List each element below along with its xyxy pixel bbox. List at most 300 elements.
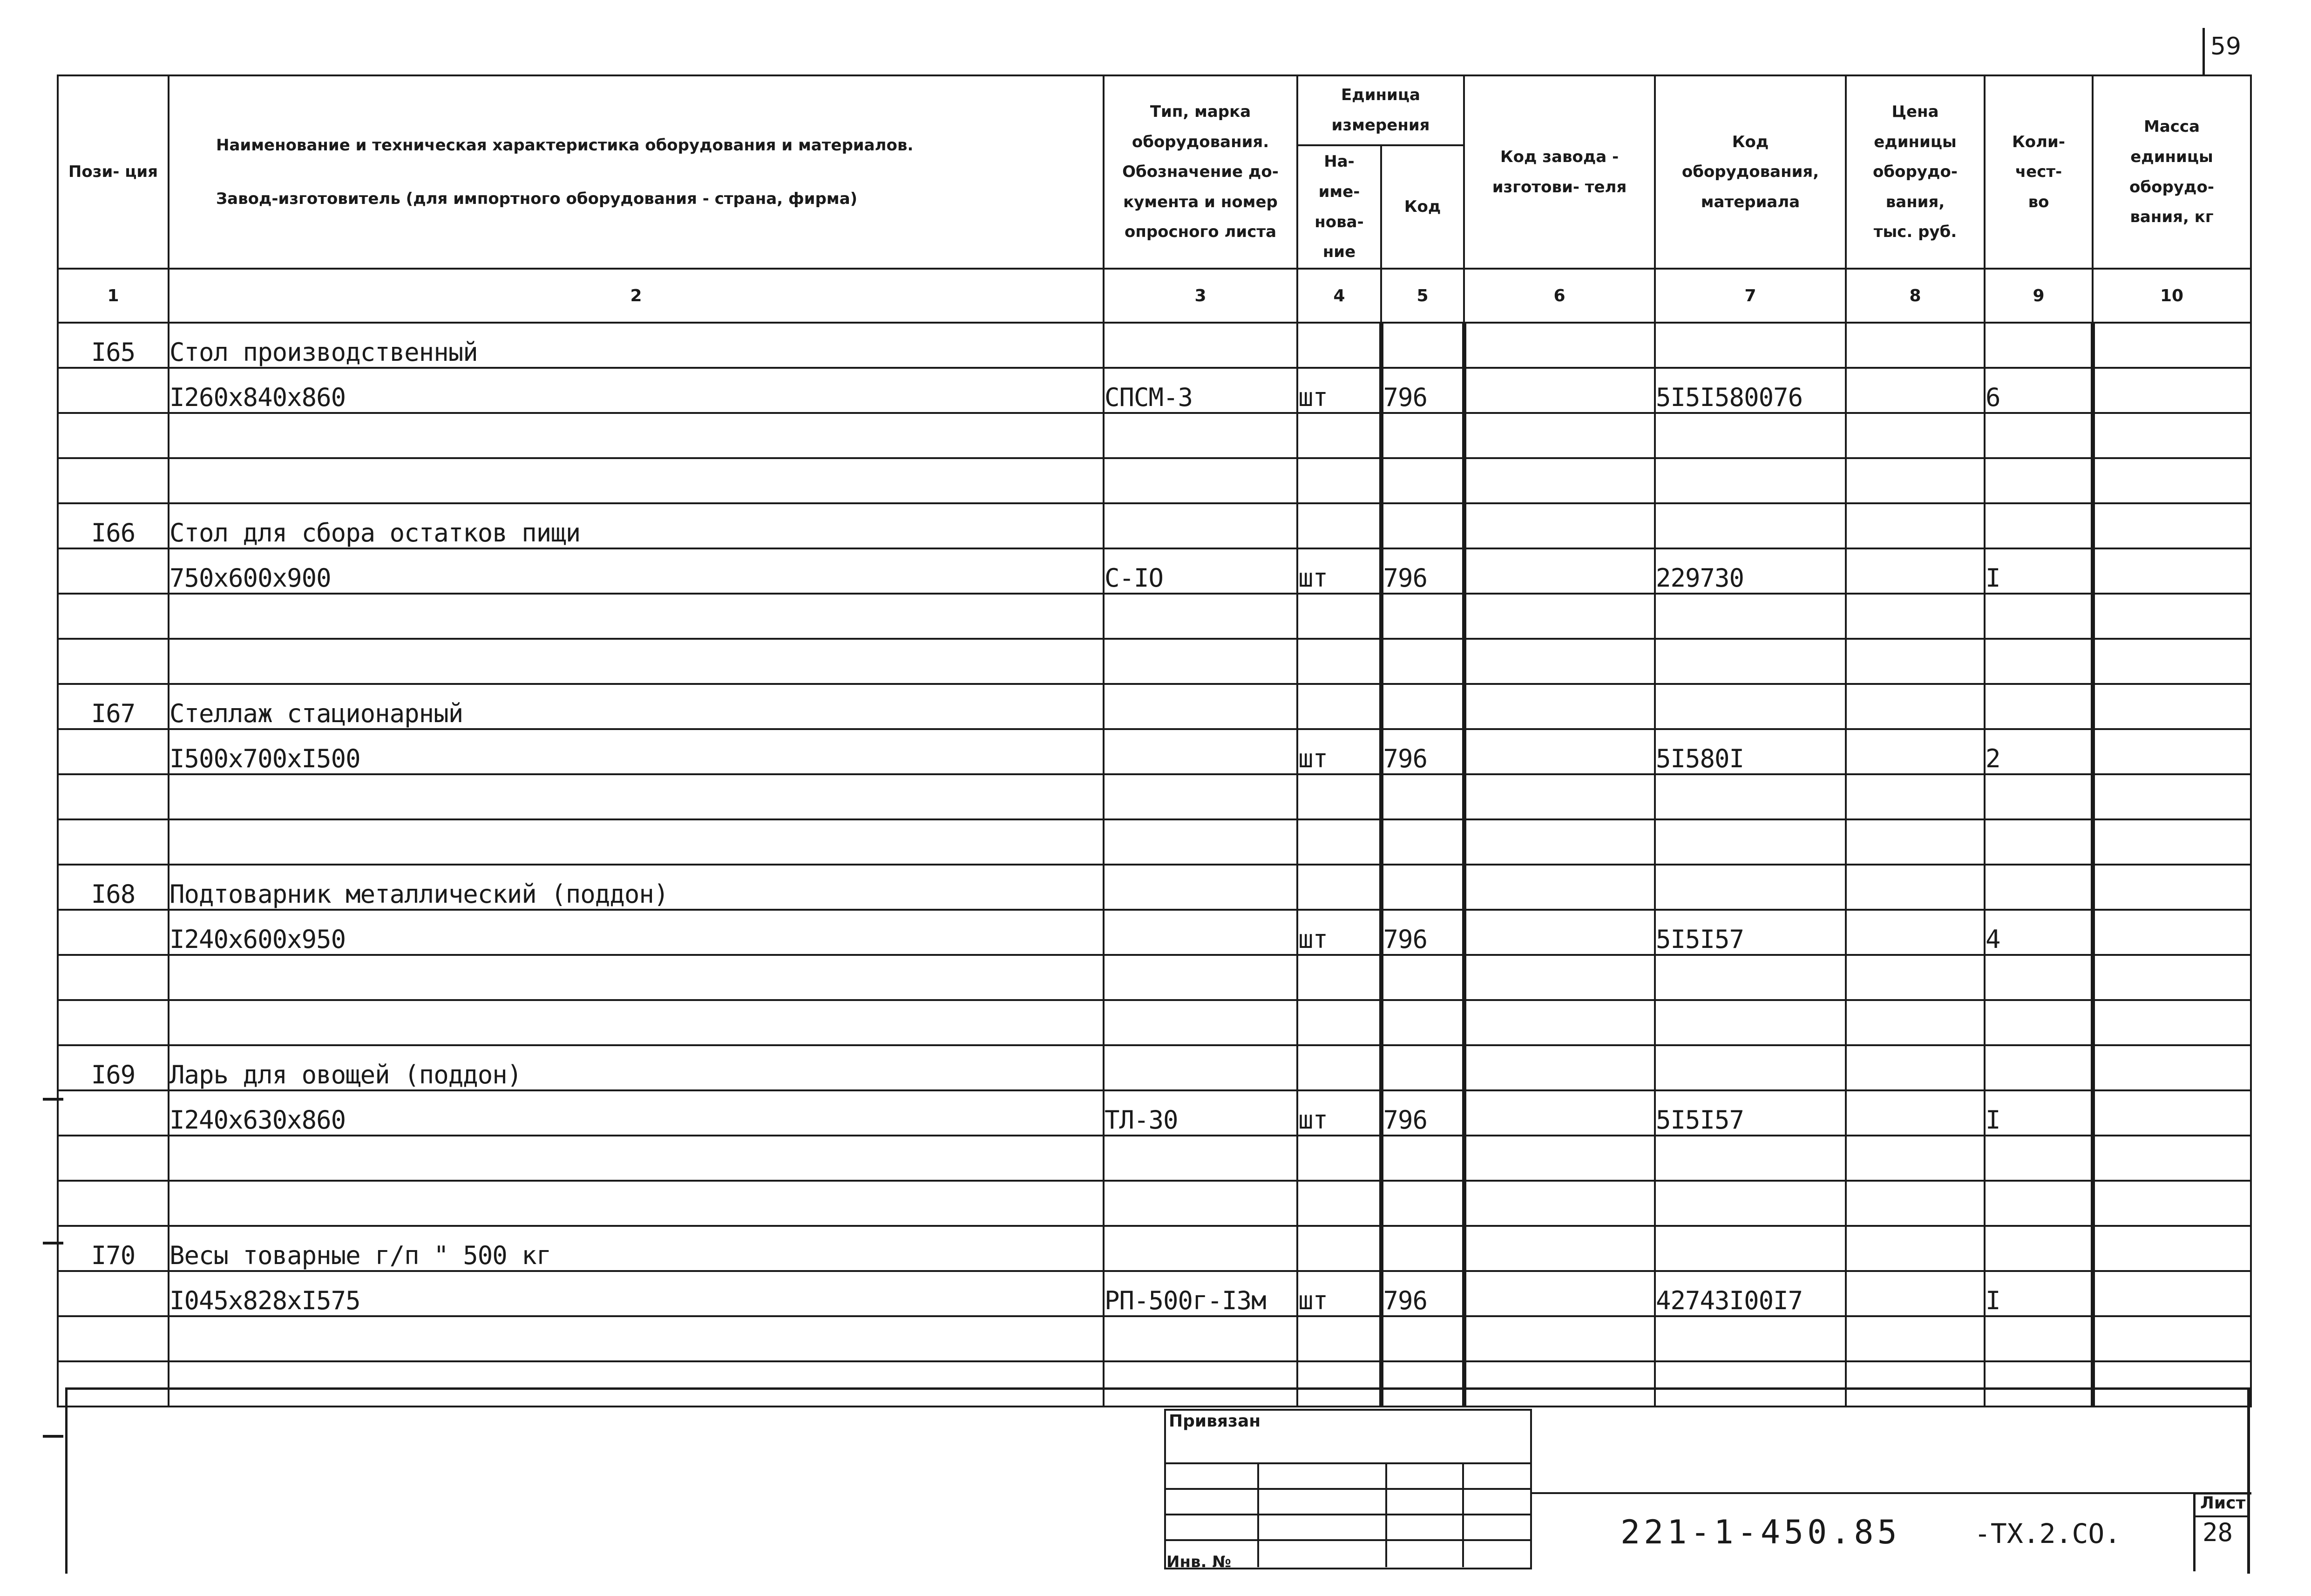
plant-code-cell (1464, 458, 1655, 503)
position-cell (58, 1090, 169, 1136)
unit-name-cell (1297, 774, 1381, 819)
table-row (58, 1136, 2251, 1181)
table-row (58, 955, 2251, 1000)
column-numbers-row (58, 269, 2251, 323)
unit-name-cell: шт (1297, 1090, 1381, 1136)
document-suffix: -ТХ.2.СО. (1974, 1518, 2121, 1549)
unit-name-cell (1297, 1136, 1381, 1181)
quantity-cell (1985, 774, 2093, 819)
name-cell: Весы товарные г/п " 500 кг (169, 1226, 1104, 1271)
plant-code-cell (1464, 1090, 1655, 1136)
unit-name-cell (1297, 1045, 1381, 1090)
type-cell (1104, 819, 1297, 865)
table-row (58, 1316, 2251, 1361)
quantity-cell (1985, 1226, 2093, 1271)
unit-code-cell: 796 (1381, 1271, 1464, 1316)
unit-name-cell: шт (1297, 729, 1381, 774)
quantity-cell (1985, 639, 2093, 684)
plant-code-cell (1464, 639, 1655, 684)
price-cell (1846, 594, 1985, 639)
name-cell (169, 458, 1104, 503)
unit-code-cell (1381, 865, 1464, 910)
price-cell (1846, 1045, 1985, 1090)
plant-code-cell (1464, 1226, 1655, 1271)
unit-name-cell (1297, 458, 1381, 503)
page-number: 59 (2203, 28, 2247, 74)
position-cell: I69 (58, 1045, 169, 1090)
plant-code-cell (1464, 684, 1655, 729)
unit-name-cell: шт (1297, 1271, 1381, 1316)
quantity-cell (1985, 1136, 2093, 1181)
plant-code-cell (1464, 548, 1655, 594)
price-cell (1846, 684, 1985, 729)
plant-code-cell (1464, 1000, 1655, 1045)
unit-name-cell: шт (1297, 368, 1381, 413)
plant-code-cell (1464, 368, 1655, 413)
table-body (58, 323, 2251, 1407)
price-cell (1846, 548, 1985, 594)
plant-code-cell (1464, 910, 1655, 955)
position-cell (58, 1316, 169, 1361)
plant-code-cell (1464, 1045, 1655, 1090)
equipment-code-cell: 5I5I580076 (1655, 368, 1846, 413)
name-cell (169, 1000, 1104, 1045)
sheet-number: 28 (2203, 1518, 2233, 1547)
type-cell (1104, 1000, 1297, 1045)
plant-code-cell (1464, 1271, 1655, 1316)
unit-code-cell (1381, 1045, 1464, 1090)
equipment-code-cell (1655, 413, 1846, 458)
price-cell (1846, 819, 1985, 865)
type-cell (1104, 865, 1297, 910)
position-cell (58, 955, 169, 1000)
table-row (58, 819, 2251, 865)
table-row (58, 684, 2251, 729)
position-cell: I67 (58, 684, 169, 729)
unit-name-cell: шт (1297, 910, 1381, 955)
mass-cell (2093, 639, 2251, 684)
name-cell: Стол для сбора остатков пищи (169, 503, 1104, 548)
table-row (58, 639, 2251, 684)
column-number: 2 (169, 269, 1104, 323)
equipment-code-cell (1655, 1136, 1846, 1181)
mass-cell (2093, 1226, 2251, 1271)
unit-name-cell (1297, 1181, 1381, 1226)
bottom-frame-left (65, 1390, 68, 1574)
position-cell (58, 1000, 169, 1045)
mass-cell (2093, 594, 2251, 639)
mass-cell (2093, 1181, 2251, 1226)
equipment-code-cell (1655, 955, 1846, 1000)
unit-code-cell: 796 (1381, 910, 1464, 955)
quantity-cell: I (1985, 1090, 2093, 1136)
equipment-code-cell (1655, 774, 1846, 819)
type-cell (1104, 684, 1297, 729)
name-cell (169, 639, 1104, 684)
mass-cell (2093, 1136, 2251, 1181)
attachment-stamp (1164, 1409, 1532, 1569)
name-cell: Ларь для овощей (поддон) (169, 1045, 1104, 1090)
name-cell: Подтоварник металлический (поддон) (169, 865, 1104, 910)
table-row (58, 1045, 2251, 1090)
unit-name-cell (1297, 1226, 1381, 1271)
price-cell (1846, 458, 1985, 503)
unit-code-cell: 796 (1381, 368, 1464, 413)
mass-cell (2093, 729, 2251, 774)
unit-name-cell (1297, 819, 1381, 865)
mass-cell (2093, 1045, 2251, 1090)
column-number: 5 (1381, 269, 1464, 323)
price-cell (1846, 1181, 1985, 1226)
header-quantity: Коли- чест- во (1985, 75, 2093, 269)
position-cell (58, 594, 169, 639)
header-plant-code: Код завода - изготови- теля (1464, 75, 1655, 269)
table-row (58, 729, 2251, 774)
header-unit-name: На- име- нова- ние (1297, 145, 1381, 269)
plant-code-cell (1464, 1136, 1655, 1181)
header-price: Цена единицы оборудо- вания, тыс. руб. (1846, 75, 1985, 269)
header-type: Тип, марка оборудования. Обозначение до- кумента и номер опросного листа (1104, 75, 1297, 269)
mass-cell (2093, 1271, 2251, 1316)
type-cell (1104, 955, 1297, 1000)
quantity-cell (1985, 323, 2093, 368)
name-cell (169, 594, 1104, 639)
unit-name-cell (1297, 684, 1381, 729)
bottom-frame-line (65, 1387, 2252, 1390)
plant-code-cell (1464, 1316, 1655, 1361)
price-cell (1846, 368, 1985, 413)
header-unit-code: Код (1381, 145, 1464, 269)
type-cell (1104, 1316, 1297, 1361)
quantity-cell (1985, 503, 2093, 548)
column-number: 4 (1297, 269, 1381, 323)
name-cell: I500x700xI500 (169, 729, 1104, 774)
quantity-cell: 6 (1985, 368, 2093, 413)
name-cell (169, 413, 1104, 458)
quantity-cell (1985, 955, 2093, 1000)
position-cell (58, 1271, 169, 1316)
type-cell (1104, 774, 1297, 819)
price-cell (1846, 774, 1985, 819)
quantity-cell (1985, 819, 2093, 865)
name-cell (169, 1316, 1104, 1361)
plant-code-cell (1464, 1181, 1655, 1226)
name-cell: I260x840x860 (169, 368, 1104, 413)
name-cell: 750x600x900 (169, 548, 1104, 594)
position-cell (58, 1361, 169, 1407)
unit-name-cell: шт (1297, 548, 1381, 594)
position-cell (58, 1136, 169, 1181)
unit-code-cell (1381, 458, 1464, 503)
table-row (58, 323, 2251, 368)
unit-code-cell (1381, 594, 1464, 639)
table-row (58, 910, 2251, 955)
type-cell (1104, 1361, 1297, 1407)
equipment-code-cell (1655, 639, 1846, 684)
position-cell (58, 639, 169, 684)
header-name-line2: Завод-изготовитель (для импортного оборудования - страна, фирма) (216, 189, 858, 208)
position-cell (58, 1181, 169, 1226)
table-row (58, 1271, 2251, 1316)
equipment-code-cell (1655, 1361, 1846, 1407)
type-cell (1104, 910, 1297, 955)
unit-code-cell (1381, 1361, 1464, 1407)
quantity-cell (1985, 1181, 2093, 1226)
unit-code-cell (1381, 323, 1464, 368)
equipment-code-cell (1655, 1181, 1846, 1226)
position-cell (58, 458, 169, 503)
type-cell: ТЛ-30 (1104, 1090, 1297, 1136)
price-cell (1846, 323, 1985, 368)
unit-code-cell: 796 (1381, 729, 1464, 774)
name-cell (169, 819, 1104, 865)
position-cell (58, 819, 169, 865)
position-cell: I68 (58, 865, 169, 910)
plant-code-cell (1464, 819, 1655, 865)
position-cell (58, 548, 169, 594)
stamp-label: Привязан (1169, 1412, 1261, 1431)
quantity-cell (1985, 684, 2093, 729)
unit-name-cell (1297, 639, 1381, 684)
equipment-code-cell: 5I580I (1655, 729, 1846, 774)
header-position: Пози- ция (58, 75, 169, 269)
mass-cell (2093, 910, 2251, 955)
plant-code-cell (1464, 865, 1655, 910)
mass-cell (2093, 774, 2251, 819)
equipment-code-cell (1655, 684, 1846, 729)
name-cell: I045x828xI575 (169, 1271, 1104, 1316)
inventory-label: Инв. № (1166, 1553, 1232, 1571)
price-cell (1846, 1000, 1985, 1045)
quantity-cell (1985, 594, 2093, 639)
mass-cell (2093, 1000, 2251, 1045)
table-header (58, 75, 2251, 269)
name-cell (169, 1136, 1104, 1181)
header-name-line1: Наименование и техническая характеристика оборудования и материалов. (216, 135, 914, 155)
price-cell (1846, 865, 1985, 910)
quantity-cell: 2 (1985, 729, 2093, 774)
type-cell: РП-500г-I3м (1104, 1271, 1297, 1316)
mass-cell (2093, 323, 2251, 368)
position-cell (58, 910, 169, 955)
price-cell (1846, 413, 1985, 458)
header-mass: Масса единицы оборудо- вания, кг (2093, 75, 2251, 269)
quantity-cell (1985, 1316, 2093, 1361)
price-cell (1846, 503, 1985, 548)
column-number: 3 (1104, 269, 1297, 323)
type-cell (1104, 1045, 1297, 1090)
mass-cell (2093, 1361, 2251, 1407)
price-cell (1846, 1090, 1985, 1136)
equipment-code-cell (1655, 1226, 1846, 1271)
unit-code-cell (1381, 503, 1464, 548)
equipment-code-cell: 229730 (1655, 548, 1846, 594)
name-cell: Стол производственный (169, 323, 1104, 368)
plant-code-cell (1464, 955, 1655, 1000)
name-cell (169, 955, 1104, 1000)
table-row (58, 368, 2251, 413)
unit-code-cell (1381, 1226, 1464, 1271)
type-cell (1104, 594, 1297, 639)
position-cell: I65 (58, 323, 169, 368)
unit-name-cell (1297, 1361, 1381, 1407)
column-number: 8 (1846, 269, 1985, 323)
mass-cell (2093, 368, 2251, 413)
table-row (58, 1090, 2251, 1136)
table-row (58, 594, 2251, 639)
table-row (58, 1000, 2251, 1045)
unit-code-cell: 796 (1381, 1090, 1464, 1136)
equipment-specification-table (57, 74, 2252, 1407)
equipment-code-cell: 5I5I57 (1655, 910, 1846, 955)
equipment-code-cell (1655, 503, 1846, 548)
name-cell (169, 1181, 1104, 1226)
price-cell (1846, 639, 1985, 684)
price-cell (1846, 1271, 1985, 1316)
quantity-cell: I (1985, 1271, 2093, 1316)
table-row (58, 413, 2251, 458)
position-cell (58, 774, 169, 819)
position-cell (58, 368, 169, 413)
type-cell (1104, 729, 1297, 774)
plant-code-cell (1464, 1361, 1655, 1407)
type-cell (1104, 323, 1297, 368)
plant-code-cell (1464, 503, 1655, 548)
name-cell (169, 1361, 1104, 1407)
equipment-code-cell (1655, 458, 1846, 503)
quantity-cell (1985, 1000, 2093, 1045)
equipment-code-cell (1655, 1316, 1846, 1361)
position-cell: I66 (58, 503, 169, 548)
unit-code-cell (1381, 413, 1464, 458)
price-cell (1846, 1361, 1985, 1407)
sheet-label: Лист (2200, 1494, 2246, 1513)
type-cell: СПСМ-3 (1104, 368, 1297, 413)
mass-cell (2093, 865, 2251, 910)
unit-code-cell (1381, 1316, 1464, 1361)
mass-cell (2093, 413, 2251, 458)
unit-name-cell (1297, 955, 1381, 1000)
quantity-cell: 4 (1985, 910, 2093, 955)
unit-code-cell (1381, 819, 1464, 865)
margin-tick (43, 1435, 63, 1438)
table-row (58, 503, 2251, 548)
unit-code-cell (1381, 774, 1464, 819)
unit-name-cell (1297, 594, 1381, 639)
unit-code-cell (1381, 1181, 1464, 1226)
column-number: 6 (1464, 269, 1655, 323)
table-row (58, 548, 2251, 594)
mass-cell (2093, 684, 2251, 729)
price-cell (1846, 1226, 1985, 1271)
equipment-code-cell: 5I5I57 (1655, 1090, 1846, 1136)
price-cell (1846, 729, 1985, 774)
table-row (58, 458, 2251, 503)
header-unit-group: Единица измерения (1297, 75, 1464, 145)
unit-name-cell (1297, 323, 1381, 368)
price-cell (1846, 1136, 1985, 1181)
unit-name-cell (1297, 865, 1381, 910)
unit-name-cell (1297, 1000, 1381, 1045)
equipment-code-cell: 42743I00I7 (1655, 1271, 1846, 1316)
equipment-code-cell (1655, 323, 1846, 368)
quantity-cell: I (1985, 548, 2093, 594)
type-cell (1104, 458, 1297, 503)
equipment-code-cell (1655, 865, 1846, 910)
type-cell: С-IO (1104, 548, 1297, 594)
unit-name-cell (1297, 1316, 1381, 1361)
quantity-cell (1985, 1045, 2093, 1090)
plant-code-cell (1464, 413, 1655, 458)
title-block-line (1532, 1492, 2193, 1494)
unit-code-cell (1381, 1136, 1464, 1181)
type-cell (1104, 1181, 1297, 1226)
table-row (58, 865, 2251, 910)
name-cell: I240x630x860 (169, 1090, 1104, 1136)
type-cell (1104, 1226, 1297, 1271)
name-cell: I240x600x950 (169, 910, 1104, 955)
quantity-cell (1985, 865, 2093, 910)
plant-code-cell (1464, 594, 1655, 639)
equipment-code-cell (1655, 594, 1846, 639)
unit-code-cell (1381, 639, 1464, 684)
quantity-cell (1985, 413, 2093, 458)
quantity-cell (1985, 458, 2093, 503)
equipment-code-cell (1655, 1000, 1846, 1045)
equipment-code-cell (1655, 1045, 1846, 1090)
position-cell (58, 413, 169, 458)
unit-code-cell: 796 (1381, 548, 1464, 594)
mass-cell (2093, 503, 2251, 548)
unit-code-cell (1381, 955, 1464, 1000)
table-row (58, 1226, 2251, 1271)
mass-cell (2093, 1316, 2251, 1361)
position-cell: I70 (58, 1226, 169, 1271)
price-cell (1846, 955, 1985, 1000)
position-cell (58, 729, 169, 774)
name-cell: Стеллаж стационарный (169, 684, 1104, 729)
price-cell (1846, 1316, 1985, 1361)
column-number: 1 (58, 269, 169, 323)
sheet-box-divider (2193, 1515, 2249, 1517)
column-number: 10 (2093, 269, 2251, 323)
header-equipment-code: Код оборудования, материала (1655, 75, 1846, 269)
table-row (58, 1181, 2251, 1226)
margin-tick (43, 1098, 63, 1101)
table-row (58, 1361, 2251, 1407)
type-cell (1104, 503, 1297, 548)
unit-code-cell (1381, 684, 1464, 729)
unit-name-cell (1297, 503, 1381, 548)
table-row (58, 774, 2251, 819)
mass-cell (2093, 458, 2251, 503)
type-cell (1104, 413, 1297, 458)
type-cell (1104, 639, 1297, 684)
column-number: 7 (1655, 269, 1846, 323)
type-cell (1104, 1136, 1297, 1181)
name-cell (169, 774, 1104, 819)
plant-code-cell (1464, 323, 1655, 368)
document-number: 221-1-450.85 (1620, 1513, 1901, 1551)
margin-tick (43, 1242, 63, 1244)
quantity-cell (1985, 1361, 2093, 1407)
unit-code-cell (1381, 1000, 1464, 1045)
unit-name-cell (1297, 413, 1381, 458)
header-name (169, 75, 1104, 269)
price-cell (1846, 910, 1985, 955)
equipment-code-cell (1655, 819, 1846, 865)
mass-cell (2093, 955, 2251, 1000)
